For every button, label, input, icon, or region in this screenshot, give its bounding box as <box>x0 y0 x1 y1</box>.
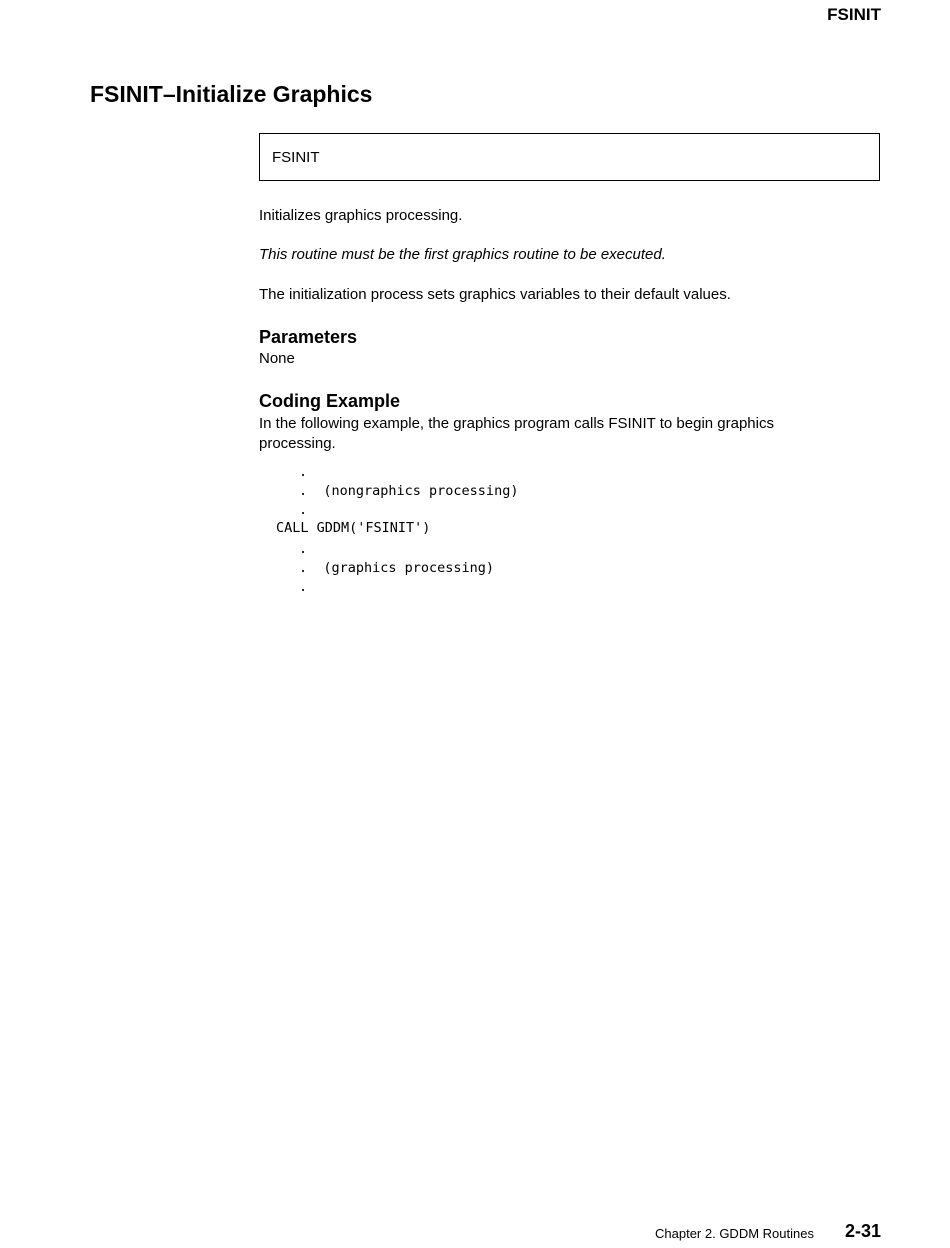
note-paragraph: This routine must be the first graphics routine to be executed. <box>259 246 666 263</box>
code-line: . <box>299 502 308 518</box>
code-line: . (graphics processing) <box>299 560 495 576</box>
description-paragraph: Initializes graphics processing. <box>259 207 463 224</box>
coding-example-heading: Coding Example <box>259 391 401 411</box>
code-line: . <box>299 464 308 480</box>
page-title: FSINIT–Initialize Graphics <box>90 81 373 107</box>
code-line: CALL GDDM('FSINIT') <box>276 520 431 536</box>
running-head: FSINIT <box>827 5 881 24</box>
parameters-heading: Parameters <box>259 327 358 347</box>
coding-example-intro-line1: In the following example, the graphics program calls FSINIT to begin graphics <box>259 415 774 432</box>
initialization-paragraph: The initialization process sets graphics variables to their default values. <box>259 286 731 303</box>
coding-example-intro-line2: processing. <box>259 435 336 452</box>
footer-page-number: 2-31 <box>844 1221 881 1241</box>
syntax-box <box>259 133 880 181</box>
code-line: . <box>299 579 308 595</box>
code-line: . (nongraphics processing) <box>299 483 519 499</box>
code-line: . <box>299 541 308 557</box>
syntax-text: FSINIT <box>272 149 320 166</box>
footer-chapter: Chapter 2. GDDM Routines <box>655 1226 814 1241</box>
parameters-text: None <box>259 350 295 367</box>
